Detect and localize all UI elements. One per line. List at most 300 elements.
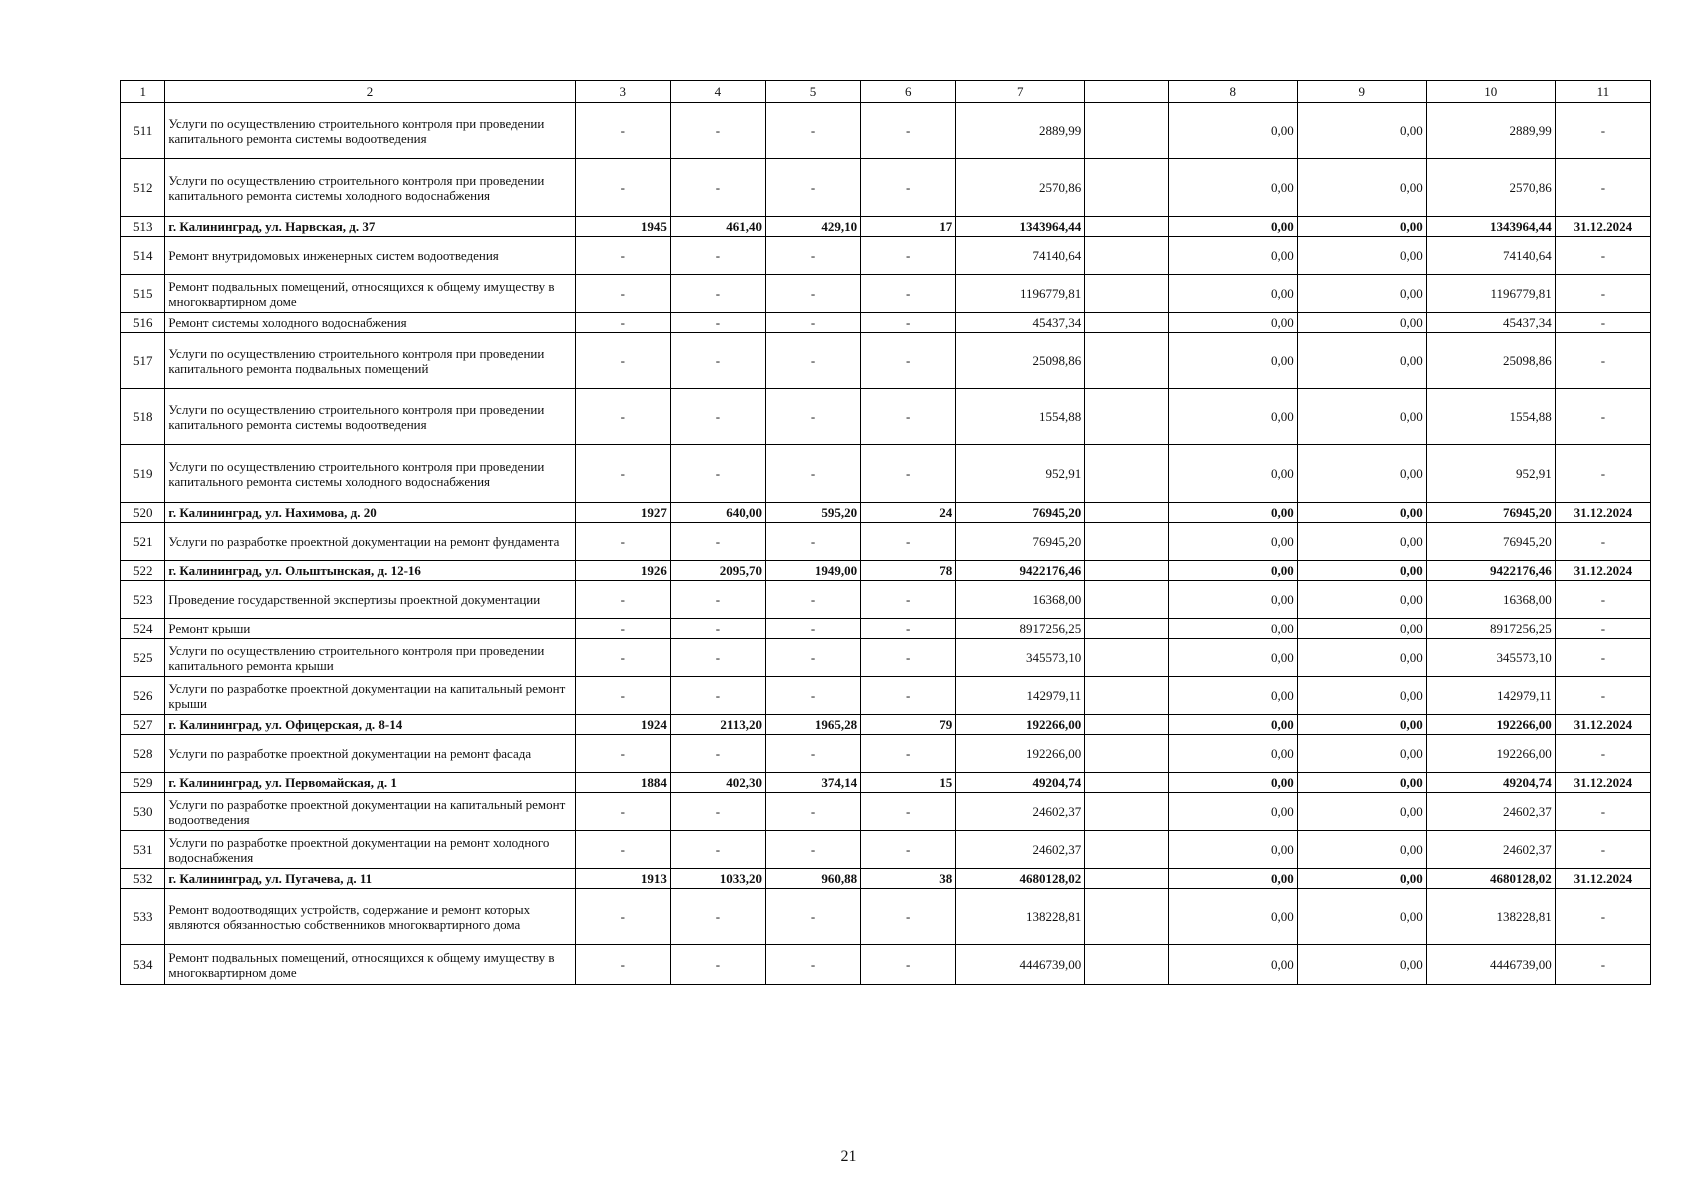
- work-description: Услуги по разработке проектной документации на капитальный ремонт водоотведения: [165, 793, 575, 831]
- fund-cost: 0,00: [1168, 275, 1297, 313]
- living-area: -: [765, 159, 860, 217]
- empty-cell: [1085, 735, 1169, 773]
- residents-count: -: [861, 677, 956, 715]
- year-built: -: [575, 313, 670, 333]
- fund-cost: 0,00: [1168, 639, 1297, 677]
- owner-cost: 1196779,81: [1426, 275, 1555, 313]
- budget-cost: 0,00: [1297, 333, 1426, 389]
- empty-cell: [1085, 159, 1169, 217]
- living-area: 1965,28: [765, 715, 860, 735]
- table-row: [121, 677, 1651, 715]
- total-area: 640,00: [670, 503, 765, 523]
- work-description: Услуги по осуществлению строительного контроля при проведении капитального ремонта системы водоотведения: [165, 389, 575, 445]
- row-number: 520: [121, 503, 165, 523]
- row-number: 533: [121, 889, 165, 945]
- owner-cost: 2570,86: [1426, 159, 1555, 217]
- year-built: -: [575, 945, 670, 985]
- total-cost: 76945,20: [956, 503, 1085, 523]
- table-row: [121, 333, 1651, 389]
- table-row: [121, 773, 1651, 793]
- total-area: -: [670, 639, 765, 677]
- completion-date: -: [1555, 831, 1650, 869]
- owner-cost: 25098,86: [1426, 333, 1555, 389]
- budget-cost: 0,00: [1297, 523, 1426, 561]
- total-cost: 2889,99: [956, 103, 1085, 159]
- completion-date: 31.12.2024: [1555, 715, 1650, 735]
- empty-cell: [1085, 831, 1169, 869]
- column-number: 6: [861, 81, 956, 103]
- residents-count: -: [861, 523, 956, 561]
- row-number: 518: [121, 389, 165, 445]
- empty-cell: [1085, 619, 1169, 639]
- year-built: -: [575, 619, 670, 639]
- fund-cost: 0,00: [1168, 735, 1297, 773]
- year-built: -: [575, 389, 670, 445]
- living-area: -: [765, 103, 860, 159]
- fund-cost: 0,00: [1168, 773, 1297, 793]
- work-description: Ремонт внутридомовых инженерных систем водоотведения: [165, 237, 575, 275]
- work-description: Ремонт системы холодного водоснабжения: [165, 313, 575, 333]
- budget-cost: 0,00: [1297, 639, 1426, 677]
- residents-count: -: [861, 389, 956, 445]
- total-cost: 192266,00: [956, 715, 1085, 735]
- total-cost: 138228,81: [956, 889, 1085, 945]
- living-area: 960,88: [765, 869, 860, 889]
- residents-count: -: [861, 581, 956, 619]
- budget-cost: 0,00: [1297, 715, 1426, 735]
- row-number: 521: [121, 523, 165, 561]
- fund-cost: 0,00: [1168, 945, 1297, 985]
- table-row: [121, 945, 1651, 985]
- column-number: 7: [956, 81, 1085, 103]
- column-number: 2: [165, 81, 575, 103]
- table-row: [121, 581, 1651, 619]
- total-cost: 76945,20: [956, 523, 1085, 561]
- table-row: [121, 389, 1651, 445]
- empty-cell: [1085, 639, 1169, 677]
- year-built: -: [575, 831, 670, 869]
- residents-count: -: [861, 159, 956, 217]
- empty-cell: [1085, 333, 1169, 389]
- owner-cost: 49204,74: [1426, 773, 1555, 793]
- year-built: -: [575, 581, 670, 619]
- total-cost: 4680128,02: [956, 869, 1085, 889]
- total-cost: 49204,74: [956, 773, 1085, 793]
- owner-cost: 16368,00: [1426, 581, 1555, 619]
- residents-count: -: [861, 793, 956, 831]
- total-cost: 25098,86: [956, 333, 1085, 389]
- total-area: -: [670, 275, 765, 313]
- year-built: 1927: [575, 503, 670, 523]
- row-number: 534: [121, 945, 165, 985]
- completion-date: -: [1555, 445, 1650, 503]
- completion-date: -: [1555, 103, 1650, 159]
- row-number: 527: [121, 715, 165, 735]
- fund-cost: 0,00: [1168, 445, 1297, 503]
- total-cost: 16368,00: [956, 581, 1085, 619]
- capital-repair-table: [120, 80, 1651, 985]
- owner-cost: 345573,10: [1426, 639, 1555, 677]
- owner-cost: 4680128,02: [1426, 869, 1555, 889]
- owner-cost: 76945,20: [1426, 503, 1555, 523]
- living-area: -: [765, 889, 860, 945]
- completion-date: -: [1555, 523, 1650, 561]
- work-description: г. Калининград, ул. Офицерская, д. 8-14: [165, 715, 575, 735]
- table-row: [121, 103, 1651, 159]
- table-row: [121, 715, 1651, 735]
- empty-cell: [1085, 275, 1169, 313]
- table-row: [121, 313, 1651, 333]
- empty-cell: [1085, 561, 1169, 581]
- total-cost: 45437,34: [956, 313, 1085, 333]
- residents-count: -: [861, 889, 956, 945]
- budget-cost: 0,00: [1297, 735, 1426, 773]
- residents-count: -: [861, 831, 956, 869]
- living-area: -: [765, 237, 860, 275]
- fund-cost: 0,00: [1168, 389, 1297, 445]
- empty-cell: [1085, 103, 1169, 159]
- residents-count: -: [861, 237, 956, 275]
- completion-date: -: [1555, 639, 1650, 677]
- empty-cell: [1085, 581, 1169, 619]
- row-number: 516: [121, 313, 165, 333]
- completion-date: 31.12.2024: [1555, 217, 1650, 237]
- year-built: -: [575, 677, 670, 715]
- row-number: 532: [121, 869, 165, 889]
- total-area: -: [670, 831, 765, 869]
- total-cost: 9422176,46: [956, 561, 1085, 581]
- completion-date: -: [1555, 945, 1650, 985]
- owner-cost: 192266,00: [1426, 715, 1555, 735]
- total-cost: 24602,37: [956, 793, 1085, 831]
- empty-cell: [1085, 773, 1169, 793]
- row-number: 526: [121, 677, 165, 715]
- budget-cost: 0,00: [1297, 945, 1426, 985]
- row-number: 523: [121, 581, 165, 619]
- year-built: -: [575, 639, 670, 677]
- table-row: [121, 561, 1651, 581]
- completion-date: -: [1555, 581, 1650, 619]
- owner-cost: 192266,00: [1426, 735, 1555, 773]
- table-row: [121, 275, 1651, 313]
- total-area: -: [670, 889, 765, 945]
- column-number: 4: [670, 81, 765, 103]
- budget-cost: 0,00: [1297, 445, 1426, 503]
- fund-cost: 0,00: [1168, 237, 1297, 275]
- completion-date: 31.12.2024: [1555, 773, 1650, 793]
- living-area: -: [765, 523, 860, 561]
- year-built: -: [575, 445, 670, 503]
- fund-cost: 0,00: [1168, 889, 1297, 945]
- year-built: -: [575, 159, 670, 217]
- budget-cost: 0,00: [1297, 313, 1426, 333]
- owner-cost: 8917256,25: [1426, 619, 1555, 639]
- residents-count: -: [861, 275, 956, 313]
- budget-cost: 0,00: [1297, 561, 1426, 581]
- total-area: -: [670, 445, 765, 503]
- fund-cost: 0,00: [1168, 333, 1297, 389]
- residents-count: -: [861, 619, 956, 639]
- total-area: 1033,20: [670, 869, 765, 889]
- total-cost: 4446739,00: [956, 945, 1085, 985]
- owner-cost: 138228,81: [1426, 889, 1555, 945]
- total-area: -: [670, 159, 765, 217]
- residents-count: 15: [861, 773, 956, 793]
- residents-count: -: [861, 639, 956, 677]
- year-built: 1913: [575, 869, 670, 889]
- residents-count: 78: [861, 561, 956, 581]
- column-number: 3: [575, 81, 670, 103]
- fund-cost: 0,00: [1168, 869, 1297, 889]
- year-built: -: [575, 793, 670, 831]
- work-description: Услуги по разработке проектной документации на ремонт фундамента: [165, 523, 575, 561]
- column-number: 8: [1168, 81, 1297, 103]
- residents-count: 38: [861, 869, 956, 889]
- row-number: 519: [121, 445, 165, 503]
- work-description: Ремонт подвальных помещений, относящихся к общему имуществу в многоквартирном доме: [165, 945, 575, 985]
- column-number-row: [121, 81, 1651, 103]
- completion-date: -: [1555, 275, 1650, 313]
- year-built: 1924: [575, 715, 670, 735]
- year-built: -: [575, 275, 670, 313]
- completion-date: -: [1555, 313, 1650, 333]
- residents-count: -: [861, 313, 956, 333]
- total-area: -: [670, 389, 765, 445]
- living-area: -: [765, 619, 860, 639]
- work-description: Услуги по осуществлению строительного контроля при проведении капитального ремонта системы холодного водоснабжения: [165, 445, 575, 503]
- fund-cost: 0,00: [1168, 831, 1297, 869]
- work-description: Услуги по разработке проектной документации на ремонт фасада: [165, 735, 575, 773]
- total-cost: 8917256,25: [956, 619, 1085, 639]
- column-number: 5: [765, 81, 860, 103]
- living-area: -: [765, 945, 860, 985]
- living-area: -: [765, 831, 860, 869]
- owner-cost: 24602,37: [1426, 793, 1555, 831]
- residents-count: 24: [861, 503, 956, 523]
- residents-count: 17: [861, 217, 956, 237]
- row-number: 531: [121, 831, 165, 869]
- empty-cell: [1085, 217, 1169, 237]
- owner-cost: 1554,88: [1426, 389, 1555, 445]
- completion-date: 31.12.2024: [1555, 561, 1650, 581]
- living-area: -: [765, 333, 860, 389]
- total-area: -: [670, 313, 765, 333]
- fund-cost: 0,00: [1168, 523, 1297, 561]
- living-area: -: [765, 793, 860, 831]
- completion-date: -: [1555, 159, 1650, 217]
- work-description: Услуги по разработке проектной документации на капитальный ремонт крыши: [165, 677, 575, 715]
- total-cost: 1196779,81: [956, 275, 1085, 313]
- column-number: [1085, 81, 1169, 103]
- empty-cell: [1085, 793, 1169, 831]
- fund-cost: 0,00: [1168, 159, 1297, 217]
- total-cost: 952,91: [956, 445, 1085, 503]
- total-cost: 142979,11: [956, 677, 1085, 715]
- table-row: [121, 159, 1651, 217]
- year-built: 1926: [575, 561, 670, 581]
- owner-cost: 4446739,00: [1426, 945, 1555, 985]
- residents-count: -: [861, 945, 956, 985]
- column-number: 1: [121, 81, 165, 103]
- fund-cost: 0,00: [1168, 677, 1297, 715]
- table-row: [121, 619, 1651, 639]
- residents-count: -: [861, 103, 956, 159]
- total-area: -: [670, 237, 765, 275]
- work-description: Ремонт водоотводящих устройств, содержание и ремонт которых являются обязанностью собственников многоквартирного дома: [165, 889, 575, 945]
- living-area: 374,14: [765, 773, 860, 793]
- fund-cost: 0,00: [1168, 715, 1297, 735]
- fund-cost: 0,00: [1168, 793, 1297, 831]
- owner-cost: 76945,20: [1426, 523, 1555, 561]
- empty-cell: [1085, 715, 1169, 735]
- total-cost: 1343964,44: [956, 217, 1085, 237]
- completion-date: -: [1555, 677, 1650, 715]
- table-row: [121, 869, 1651, 889]
- completion-date: -: [1555, 389, 1650, 445]
- budget-cost: 0,00: [1297, 773, 1426, 793]
- empty-cell: [1085, 313, 1169, 333]
- work-description: Проведение государственной экспертизы проектной документации: [165, 581, 575, 619]
- fund-cost: 0,00: [1168, 217, 1297, 237]
- row-number: 513: [121, 217, 165, 237]
- year-built: -: [575, 889, 670, 945]
- owner-cost: 9422176,46: [1426, 561, 1555, 581]
- column-number: 11: [1555, 81, 1650, 103]
- empty-cell: [1085, 237, 1169, 275]
- empty-cell: [1085, 523, 1169, 561]
- fund-cost: 0,00: [1168, 581, 1297, 619]
- work-description: Услуги по осуществлению строительного контроля при проведении капитального ремонта крыши: [165, 639, 575, 677]
- row-number: 511: [121, 103, 165, 159]
- work-description: г. Калининград, ул. Пугачева, д. 11: [165, 869, 575, 889]
- budget-cost: 0,00: [1297, 581, 1426, 619]
- residents-count: 79: [861, 715, 956, 735]
- empty-cell: [1085, 889, 1169, 945]
- work-description: г. Калининград, ул. Первомайская, д. 1: [165, 773, 575, 793]
- completion-date: -: [1555, 237, 1650, 275]
- budget-cost: 0,00: [1297, 217, 1426, 237]
- table-row: [121, 237, 1651, 275]
- empty-cell: [1085, 445, 1169, 503]
- owner-cost: 2889,99: [1426, 103, 1555, 159]
- work-description: г. Калининград, ул. Нахимова, д. 20: [165, 503, 575, 523]
- total-cost: 74140,64: [956, 237, 1085, 275]
- completion-date: -: [1555, 793, 1650, 831]
- year-built: 1945: [575, 217, 670, 237]
- living-area: -: [765, 313, 860, 333]
- living-area: -: [765, 639, 860, 677]
- total-cost: 24602,37: [956, 831, 1085, 869]
- year-built: -: [575, 735, 670, 773]
- budget-cost: 0,00: [1297, 159, 1426, 217]
- total-area: -: [670, 523, 765, 561]
- row-number: 514: [121, 237, 165, 275]
- budget-cost: 0,00: [1297, 793, 1426, 831]
- table-row: [121, 735, 1651, 773]
- work-description: г. Калининград, ул. Нарвская, д. 37: [165, 217, 575, 237]
- table-row: [121, 639, 1651, 677]
- row-number: 530: [121, 793, 165, 831]
- budget-cost: 0,00: [1297, 503, 1426, 523]
- completion-date: 31.12.2024: [1555, 869, 1650, 889]
- total-area: -: [670, 103, 765, 159]
- residents-count: -: [861, 333, 956, 389]
- row-number: 528: [121, 735, 165, 773]
- living-area: -: [765, 445, 860, 503]
- residents-count: -: [861, 445, 956, 503]
- empty-cell: [1085, 503, 1169, 523]
- total-area: -: [670, 735, 765, 773]
- row-number: 515: [121, 275, 165, 313]
- owner-cost: 142979,11: [1426, 677, 1555, 715]
- total-area: -: [670, 793, 765, 831]
- total-area: -: [670, 619, 765, 639]
- budget-cost: 0,00: [1297, 677, 1426, 715]
- budget-cost: 0,00: [1297, 889, 1426, 945]
- table-row: [121, 889, 1651, 945]
- row-number: 512: [121, 159, 165, 217]
- total-area: -: [670, 945, 765, 985]
- row-number: 517: [121, 333, 165, 389]
- empty-cell: [1085, 677, 1169, 715]
- table-row: [121, 831, 1651, 869]
- owner-cost: 74140,64: [1426, 237, 1555, 275]
- budget-cost: 0,00: [1297, 103, 1426, 159]
- total-area: 402,30: [670, 773, 765, 793]
- living-area: 429,10: [765, 217, 860, 237]
- total-area: 461,40: [670, 217, 765, 237]
- year-built: -: [575, 103, 670, 159]
- owner-cost: 1343964,44: [1426, 217, 1555, 237]
- table-row: [121, 217, 1651, 237]
- completion-date: -: [1555, 619, 1650, 639]
- row-number: 522: [121, 561, 165, 581]
- total-cost: 345573,10: [956, 639, 1085, 677]
- living-area: -: [765, 735, 860, 773]
- fund-cost: 0,00: [1168, 313, 1297, 333]
- fund-cost: 0,00: [1168, 103, 1297, 159]
- living-area: 1949,00: [765, 561, 860, 581]
- work-description: Услуги по осуществлению строительного контроля при проведении капитального ремонта системы водоотведения: [165, 103, 575, 159]
- total-cost: 192266,00: [956, 735, 1085, 773]
- row-number: 524: [121, 619, 165, 639]
- year-built: -: [575, 237, 670, 275]
- table-row: [121, 503, 1651, 523]
- empty-cell: [1085, 869, 1169, 889]
- budget-cost: 0,00: [1297, 275, 1426, 313]
- completion-date: -: [1555, 889, 1650, 945]
- budget-cost: 0,00: [1297, 831, 1426, 869]
- fund-cost: 0,00: [1168, 503, 1297, 523]
- budget-cost: 0,00: [1297, 619, 1426, 639]
- table-row: [121, 793, 1651, 831]
- owner-cost: 952,91: [1426, 445, 1555, 503]
- empty-cell: [1085, 945, 1169, 985]
- row-number: 529: [121, 773, 165, 793]
- page-number: 21: [840, 1148, 857, 1165]
- total-area: -: [670, 333, 765, 389]
- budget-cost: 0,00: [1297, 869, 1426, 889]
- total-cost: 2570,86: [956, 159, 1085, 217]
- owner-cost: 24602,37: [1426, 831, 1555, 869]
- work-description: Ремонт подвальных помещений, относящихся к общему имуществу в многоквартирном доме: [165, 275, 575, 313]
- row-number: 525: [121, 639, 165, 677]
- budget-cost: 0,00: [1297, 237, 1426, 275]
- budget-cost: 0,00: [1297, 389, 1426, 445]
- fund-cost: 0,00: [1168, 619, 1297, 639]
- fund-cost: 0,00: [1168, 561, 1297, 581]
- work-description: г. Калининград, ул. Ольштынская, д. 12-16: [165, 561, 575, 581]
